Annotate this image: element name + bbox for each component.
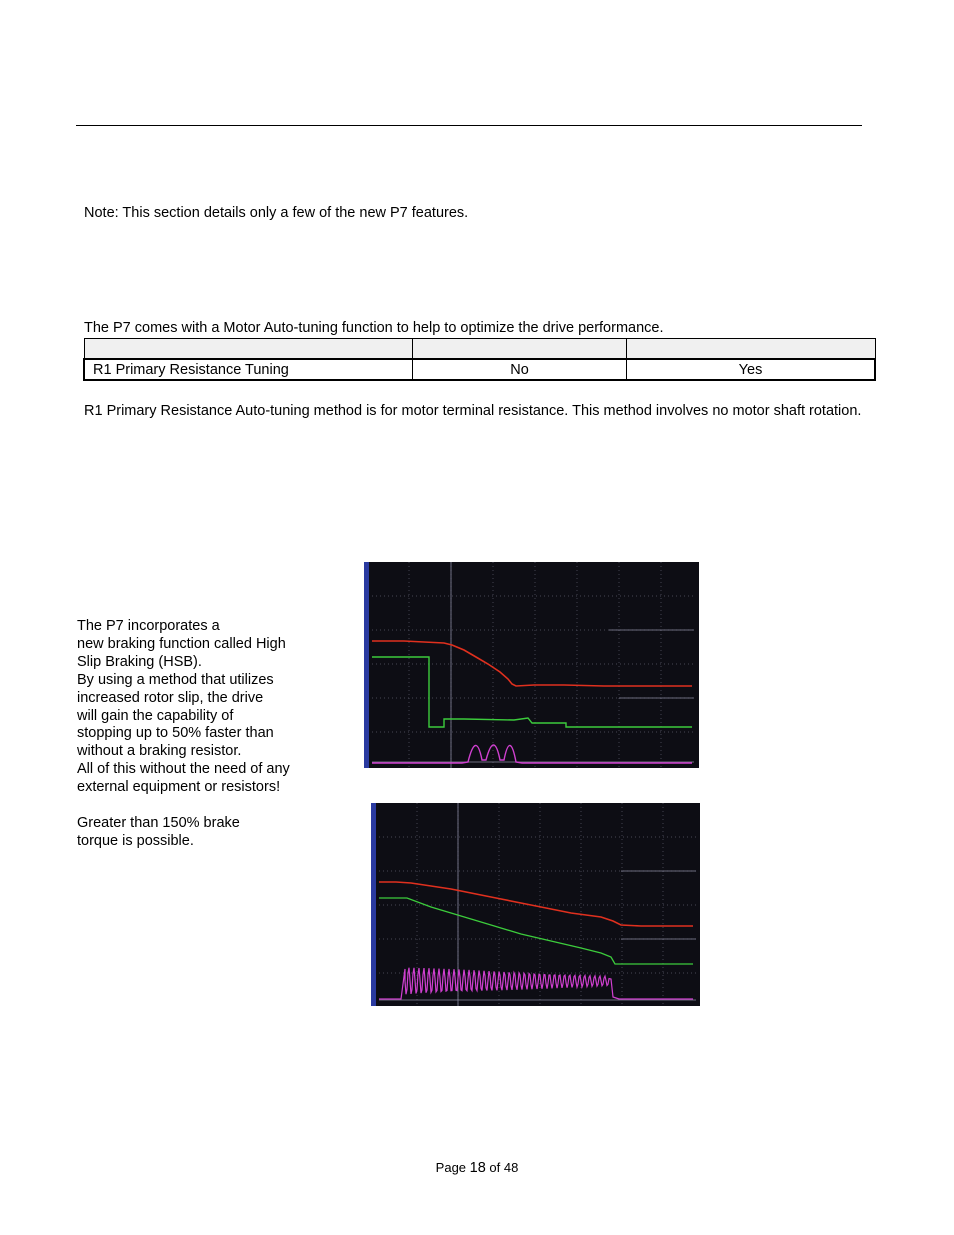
header-rule [76, 125, 862, 126]
scope-grid [379, 803, 696, 1006]
trace-motor-current [379, 968, 693, 999]
autotune-description: R1 Primary Resistance Auto-tuning method is for motor terminal resistance. This method involves no motor shaft rotation. [84, 403, 862, 419]
footer-prefix: Page [435, 1160, 470, 1175]
trace-output-frequency [372, 657, 692, 727]
autotune-intro: The P7 comes with a Motor Auto-tuning function to help to optimize the drive performance. [84, 320, 664, 336]
oscilloscope-hsb-image [364, 562, 699, 768]
table-header-cell [413, 339, 627, 360]
table-cell-method: R1 Primary Resistance Tuning [84, 359, 413, 380]
table-header-row [84, 339, 875, 360]
table-row [84, 359, 875, 380]
table-cell-value: No [413, 359, 627, 380]
oscilloscope-hsb-plot [364, 562, 699, 768]
oscilloscope-standard-plot [371, 803, 700, 1006]
autotune-table [83, 338, 876, 381]
trace-motor-current [372, 745, 692, 763]
scope-edge-bar [364, 562, 369, 768]
scope-axes [379, 803, 696, 1006]
table-cell-value: Yes [627, 359, 876, 380]
scope-edge-bar [371, 803, 376, 1006]
oscilloscope-standard-image [371, 803, 700, 1006]
trace-motor-speed [372, 641, 692, 686]
table-header-cell [84, 339, 413, 360]
table-header-cell [627, 339, 876, 360]
page-footer [0, 1160, 954, 1176]
scope-axes [372, 562, 694, 768]
section-note: Note: This section details only a few of the new P7 features. [84, 205, 469, 221]
trace-motor-speed [379, 882, 693, 926]
trace-output-frequency [379, 898, 693, 964]
footer-suffix: of 48 [485, 1160, 519, 1175]
hsb-torque-note: Greater than 150% brake torque is possible. [77, 815, 240, 849]
scope-grid [372, 562, 694, 768]
hsb-description: The P7 incorporates a new braking function called High Slip Braking (HSB). By using a method that utilizes increased rotor slip, the drive will gain the capability of stopping up to 50% faster than without a braking resistor. All of this without the need of any external equipment or resistors! [77, 618, 290, 796]
page-number: 18 [469, 1160, 486, 1176]
